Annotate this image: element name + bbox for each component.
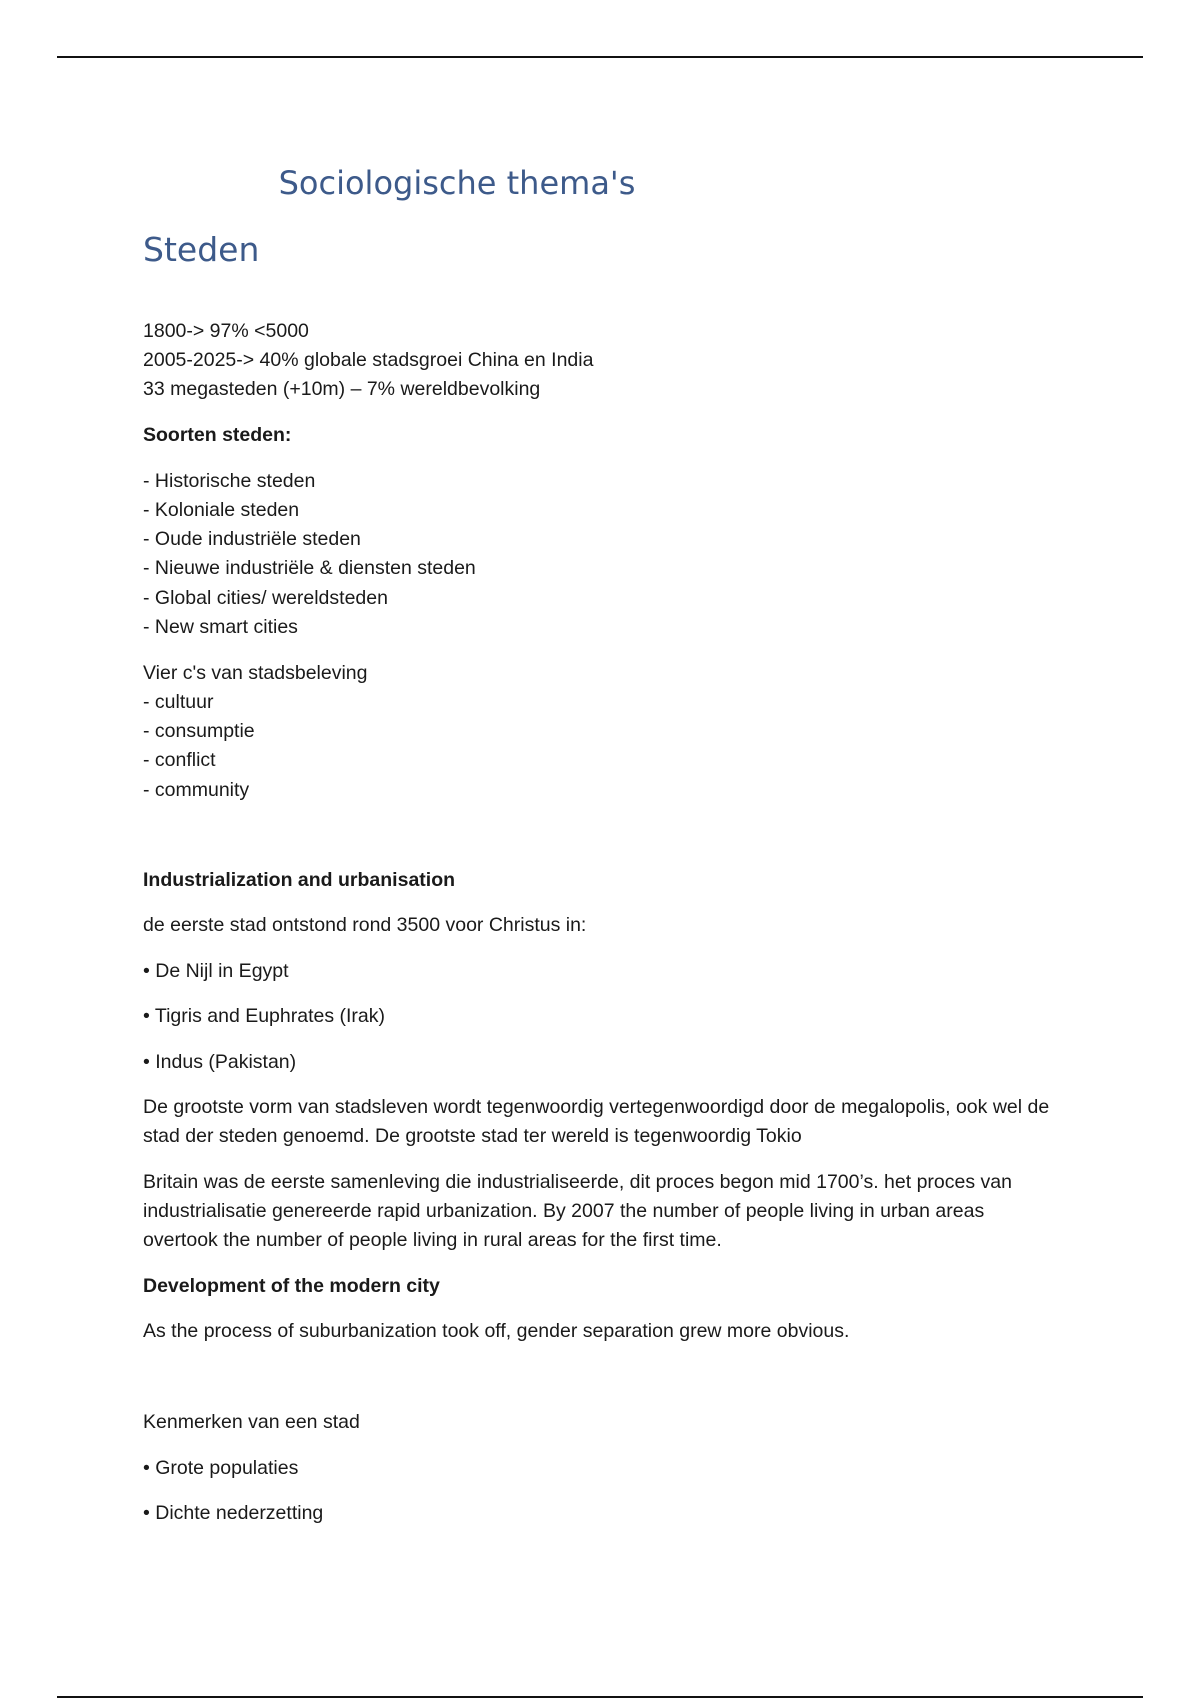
modern-city-heading: Development of the modern city (143, 1275, 440, 1297)
bullet-item: • Tigris and Euphrates (Irak) (143, 1005, 386, 1027)
bullet-item: • Grote populaties (143, 1457, 299, 1479)
stat-line: 33 megasteden (+10m) – 7% wereldbevolking (143, 378, 541, 400)
paragraph-megalopolis: De grootste vorm van stadsleven wordt tegenwoordig vertegenwoordigd door de megalopolis, ook wel de stad der steden genoemd. De grootste stad ter wereld is tegenwoordig Tokio (143, 1096, 1050, 1147)
list-item: - consumptie (143, 720, 255, 742)
bullet-item: • Indus (Pakistan) (143, 1051, 297, 1073)
top-rule (57, 56, 1143, 58)
document-title: Sociologische thema's (278, 164, 636, 202)
paragraph-britain: Britain was de eerste samenleving die industrialiseerde, dit proces begon mid 1700’s. het proces van industrialisatie genereerde rapid urbanization. By 2007 the number of people living in urban areas overtook the number of people living in rural areas for the first time. (143, 1171, 1012, 1251)
stat-line: 1800-> 97% <5000 (143, 320, 309, 342)
list-item: - Historische steden (143, 470, 316, 492)
list-item: - conflict (143, 749, 216, 771)
modern-city-text: As the process of suburbanization took off, gender separation grew more obvious. (143, 1320, 850, 1342)
list-item: - Nieuwe industriële & diensten steden (143, 557, 476, 579)
kenmerken-heading: Kenmerken van een stad (143, 1411, 360, 1433)
industrialization-heading: Industrialization and urbanisation (143, 869, 456, 891)
list-item: - Global cities/ wereldsteden (143, 587, 388, 609)
list-item: - Oude industriële steden (143, 528, 361, 550)
list-item: - New smart cities (143, 616, 298, 638)
bottom-rule (57, 1696, 1143, 1698)
bullet-item: • Dichte nederzetting (143, 1502, 324, 1524)
list-item: - cultuur (143, 691, 214, 713)
industrialization-intro: de eerste stad ontstond rond 3500 voor Christus in: (143, 914, 587, 936)
soorten-heading: Soorten steden: (143, 424, 292, 446)
bullet-item: • De Nijl in Egypt (143, 960, 289, 982)
list-item: - Koloniale steden (143, 499, 300, 521)
stat-line: 2005-2025-> 40% globale stadsgroei China en India (143, 349, 594, 371)
vier-c-heading: Vier c's van stadsbeleving (143, 662, 368, 684)
section-heading-steden: Steden (143, 230, 260, 269)
list-item: - community (143, 779, 250, 801)
